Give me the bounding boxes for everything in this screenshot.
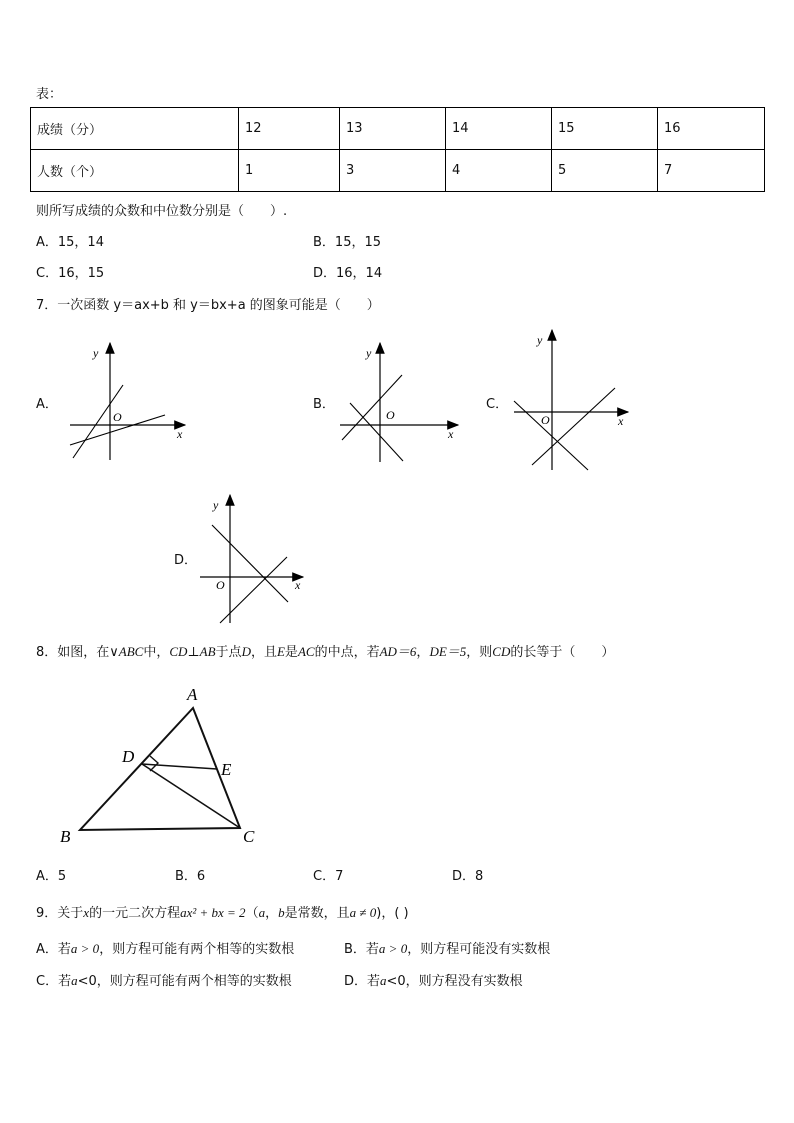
q8-stem: 8．如图，在∨ABC中，CD⊥AB于点D，且E是AC的中点，若AD＝6，DE＝5，则CD的长等于（ ）	[36, 644, 615, 660]
q9-option-a[interactable]: A．若a > 0，则方程可能有两个相等的实数根	[36, 941, 295, 957]
x-axis-label: x	[295, 578, 301, 592]
table-cell: 14	[446, 108, 552, 150]
table-cell: 16	[658, 108, 765, 150]
table-cell: 7	[658, 150, 765, 192]
table-cell: 15	[552, 108, 658, 150]
q6-option-c[interactable]: C．16，15	[36, 266, 105, 281]
y-axis-label: y	[213, 498, 219, 512]
score-table	[30, 107, 765, 192]
origin-label: O	[386, 408, 395, 422]
q6-option-b[interactable]: B．15，15	[313, 235, 382, 250]
table-cell: 1	[239, 150, 340, 192]
q8-option-a[interactable]: A．5	[36, 869, 67, 884]
label-d: D	[122, 747, 135, 766]
y-axis-label: y	[537, 333, 543, 347]
origin-label: O	[113, 410, 122, 424]
table-row	[31, 108, 765, 150]
label-b: B	[60, 827, 71, 846]
q7-graph-b[interactable]	[330, 335, 480, 465]
table-cell: 3	[340, 150, 446, 192]
q9-option-d[interactable]: D．若a<0，则方程没有实数根	[344, 973, 523, 989]
table-cell: 4	[446, 150, 552, 192]
table-cell: 13	[340, 108, 446, 150]
x-axis-label: x	[618, 414, 624, 428]
origin-label: O	[216, 578, 225, 592]
label-a: A	[187, 685, 198, 704]
line-1	[514, 401, 588, 470]
q8-option-d[interactable]: D．8	[452, 869, 484, 884]
q7-option-c-label[interactable]: C．	[486, 397, 509, 412]
y-axis-label: y	[93, 346, 99, 360]
q7-graph-c[interactable]	[510, 325, 635, 475]
q9-option-b[interactable]: B．若a > 0，则方程可能没有实数根	[344, 941, 551, 957]
row-header-score: 成绩（分）	[31, 108, 239, 150]
q7-graph-a[interactable]	[55, 335, 205, 465]
line-2	[350, 403, 403, 461]
q7-graph-d[interactable]	[195, 490, 315, 628]
q7-option-a-label[interactable]: A．	[36, 397, 58, 412]
q9-stem: 9．关于x的一元二次方程ax² + bx = 2（a，b是常数，且a ≠ 0)，( )	[36, 905, 409, 921]
table-intro-label: 表：	[36, 87, 63, 102]
right-angle-mark	[150, 756, 158, 771]
y-axis-label: y	[366, 346, 372, 360]
x-axis-label: x	[448, 427, 454, 441]
q8-triangle-figure	[55, 678, 270, 850]
origin-label: O	[541, 413, 550, 427]
table-cell: 5	[552, 150, 658, 192]
q6-stem: 则所写成绩的众数和中位数分别是（ ）.	[36, 204, 288, 219]
q9-option-c[interactable]: C．若a<0，则方程可能有两个相等的实数根	[36, 973, 292, 989]
label-e: E	[221, 760, 232, 779]
q6-option-d[interactable]: D．16，14	[313, 266, 383, 281]
label-c: C	[243, 827, 255, 846]
table-row	[31, 150, 765, 192]
q7-option-d-label[interactable]: D．	[174, 553, 198, 568]
q8-option-c[interactable]: C．7	[313, 869, 344, 884]
table-cell: 12	[239, 108, 340, 150]
q8-option-b[interactable]: B．6	[175, 869, 206, 884]
q7-stem: 7．一次函数 y＝ax+b 和 y＝bx+a 的图象可能是（ ）	[36, 298, 380, 313]
row-header-count: 人数（个）	[31, 150, 239, 192]
x-axis-label: x	[177, 427, 183, 441]
q6-option-a[interactable]: A．15，14	[36, 235, 104, 250]
q7-option-b-label[interactable]: B．	[313, 397, 335, 412]
